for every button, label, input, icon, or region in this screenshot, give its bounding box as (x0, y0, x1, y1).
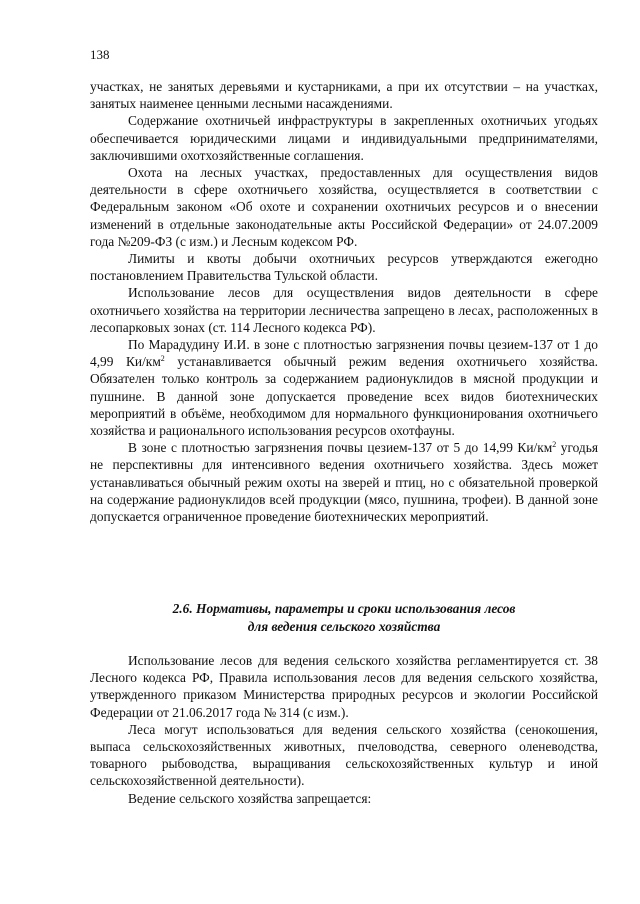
section-heading-line-2: для ведения сельского хозяйства (247, 618, 441, 634)
paragraph-unoccupied-areas: участках, не занятых деревьями и кустарниками, а при их отсутствии – на участках, занятых наименее ценными лесными насаждениями. (90, 79, 598, 112)
body-text (90, 78, 598, 525)
section-heading (90, 600, 598, 635)
paragraph-hunting-infrastructure: Содержание охотничьей инфраструктуры в закрепленных охотничьих угодьях обеспечивается юридическими лицами и индивидуальными предпринимателями, заключившими охотхозяйственные соглашения. (90, 113, 598, 163)
paragraph-hunting-limits: Лимиты и квоты добычи охотничьих ресурсов утверждаются ежегодно постановлением Правительства Тульской области. (90, 251, 598, 284)
page-number: 138 (90, 47, 110, 62)
paragraph-agriculture-prohibited: Ведение сельского хозяйства запрещается: (128, 790, 372, 806)
paragraph-cesium-zone-5-15: В зоне с плотностью загрязнения почвы цезием-137 от 5 до 14,99 $Ки/км^2$ угодья не перспективны для интенсивного ведения охотничьего хозяйства. Здесь может устанавливаться обычный режим охоты на зверей и птиц, но с обязательной проверкой на содержание радионуклидов всей продукции (мясо, пушнина, трофеи). В данной зоне допускается ограниченное проведение биотехнических мероприятий. (90, 440, 599, 525)
paragraph-agriculture-uses: Леса могут использоваться для ведения сельского хозяйства (сенокошения, выпаса сельскохозяйственных животных, пчеловодства, северного оленеводства, товарного рыбоводства, выращивания сельскохозяйственных культур и иной сельскохозяйственной деятельности). (90, 721, 598, 789)
paragraph-forest-park-zones: Использование лесов для осуществления видов деятельности в сфере охотничьего хозяйства на территории лесничества запрещено в лесах, расположенных в лесопарковых зонах (ст. 114 Лесного кодекса РФ). (90, 285, 598, 335)
section-body-text (90, 652, 598, 807)
section-heading-line-1: 2.6. Нормативы, параметры и сроки использования лесов (172, 601, 516, 616)
paragraph-cesium-zone-1-4: По Марадудину И.И. в зоне с плотностью загрязнения почвы цезием-137 от 1 до 4,99 $Ки/км^2$ устанавливается обычный режим ведения охотничьего хозяйства. Обязателен только контроль за содержанием радионуклидов в мясной продукции и пушнине. В данной зоне допускается проведение всех видов биотехнических мероприятий в объёме, необходимом для нормального функционирования охотничьего хозяйства и рационального использования ресурсов охотфауны. (90, 337, 598, 439)
paragraph-agriculture-regulation: Использование лесов для ведения сельского хозяйства регламентируется ст. 38 Лесного кодекса РФ, Правила использования лесов для ведения сельского хозяйства, утвержденного приказом Министерства природных ресурсов и экологии Российской Федерации от 21.06.2017 года № 314 (с изм.). (90, 653, 598, 720)
paragraph-hunting-law: Охота на лесных участках, предоставленных для осуществления видов деятельности в сфере охотничьего хозяйства, осуществляется в соответствии с Федеральным законом «Об охоте и сохранении охотничьих ресурсов и о внесении изменений в отдельные законодательные акты Российской Федерации» от 24.07.2009 года №209-ФЗ (с изм.) и Лесным кодексом РФ. (90, 165, 598, 249)
